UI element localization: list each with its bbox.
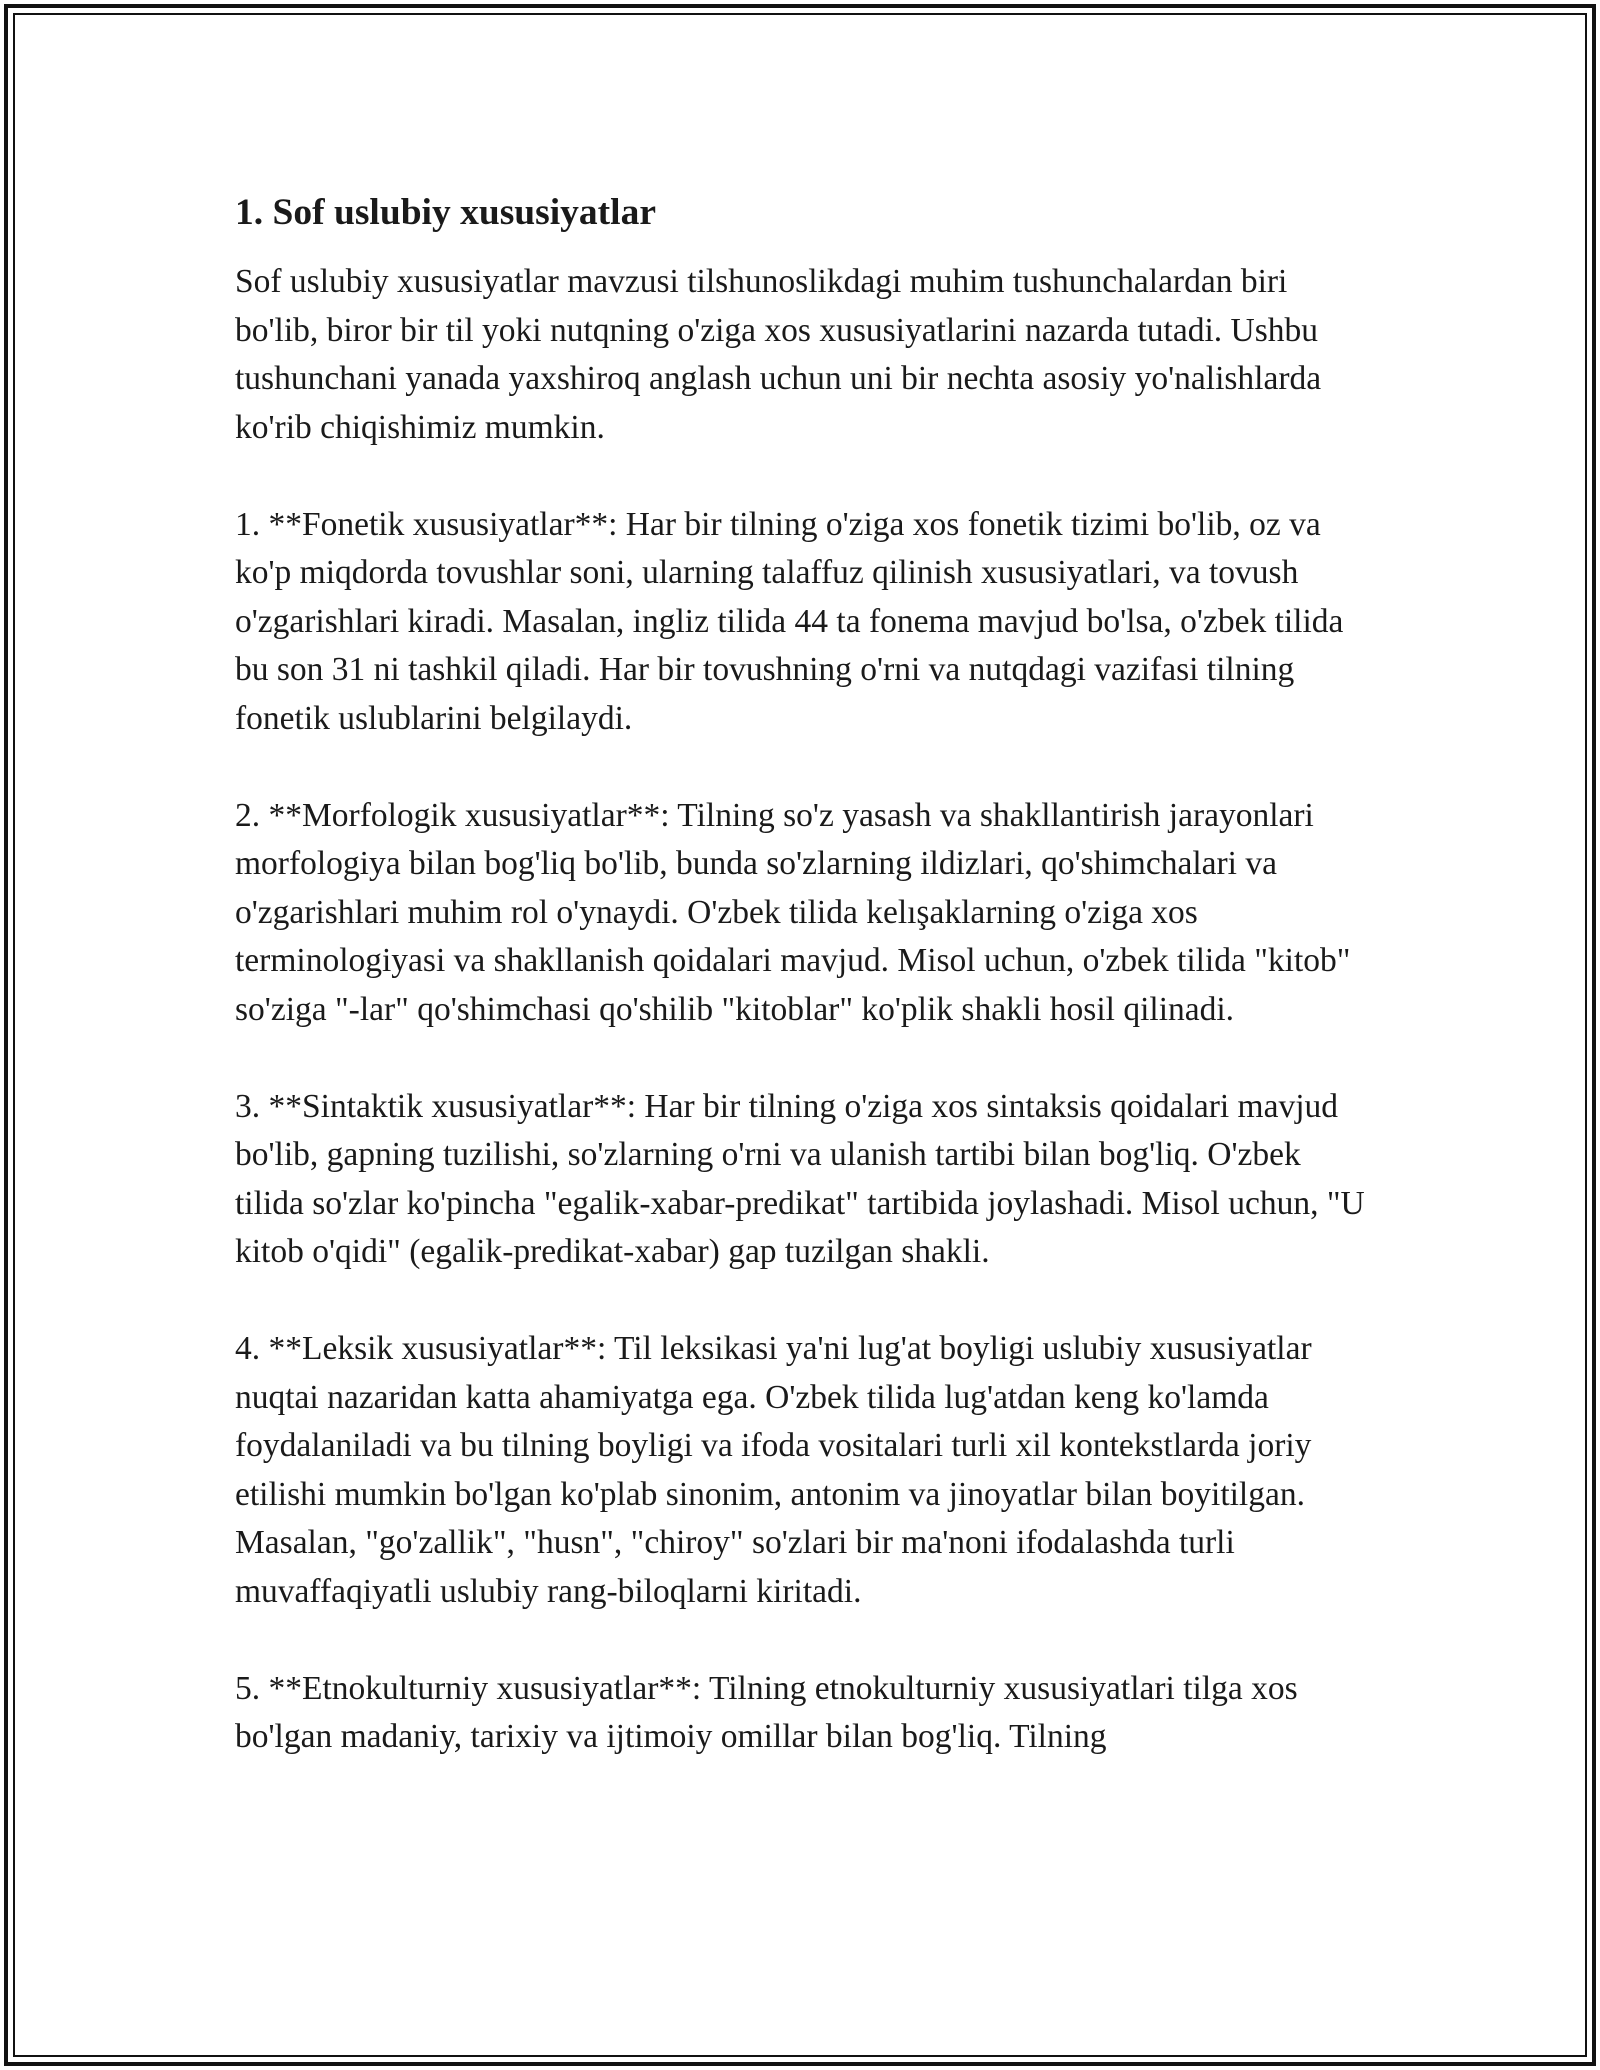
section-heading: 1. Sof uslubiy xususiyatlar: [235, 192, 656, 233]
paragraph-etnokulturniy: 5. **Etnokulturniy xususiyatlar**: Tilning etnokulturniy xususiyatlari tilga xos bo'lgan madaniy, tarixiy va ijtimoiy omillar bilan bog'liq. Tilning: [235, 1669, 1298, 1755]
document-body: [235, 188, 1370, 1762]
intro-paragraph: Sof uslubiy xususiyatlar mavzusi tilshunoslikdagi muhim tushunchalardan biri bo'lib, biror bir til yoki nutqning o'ziga xos xususiyatlarini nazarda tutadi. Ushbu tushunchani yanada yaxshiroq anglash uchun uni bir nechta asosiy yo'nalishlarda ko'rib chiqishimiz mumkin.: [235, 263, 1322, 446]
paragraph-fonetik: 1. **Fonetik xususiyatlar**: Har bir tilning o'ziga xos fonetik tizimi bo'lib, oz va ko'p miqdorda tovushlar soni, ularning talaffuz qilinish xususiyatlari, va tovush o'zgarishlari kiradi. Masalan, ingliz tilida 44 ta fonema mavjud bo'lsa, o'zbek tilida bu son 31 ni tashkil qiladi. Har bir tovushning o'rni va nutqdagi vazifasi tilning fonetik uslublarini belgilaydi.: [235, 505, 1344, 737]
paragraph-morfologik: 2. **Morfologik xususiyatlar**: Tilning so'z yasash va shakllantirish jarayonlari morfologiya bilan bog'liq bo'lib, bunda so'zlarning ildizlari, qo'shimchalari va o'zgarishlari muhim rol o'ynaydi. O'zbek tilida kelışaklarning o'ziga xos terminologiyasi va shakllanish qoidalari mavjud. Misol uchun, o'zbek tilida "kitob" so'ziga "-lar" qo'shimchasi qo'shilib "kitoblar" ko'plik shakli hosil qilinadi.: [235, 796, 1351, 1028]
paragraph-sintaktik: 3. **Sintaktik xususiyatlar**: Har bir tilning o'ziga xos sintaksis qoidalari mavjud bo'lib, gapning tuzilishi, so'zlarning o'rni va ulanish tartibi bilan bog'liq. O'zbek tilida so'zlar ko'pincha "egalik-xabar-predikat" tartibida joylashadi. Misol uchun, "U kitob o'qidi" (egalik-predikat-xabar) gap tuzilgan shakli.: [235, 1087, 1365, 1270]
paragraph-leksik: 4. **Leksik xususiyatlar**: Til leksikasi ya'ni lug'at boyligi uslubiy xususiyatlar nuqtai nazaridan katta ahamiyatga ega. O'zbek tilida lug'atdan keng ko'lamda foydalaniladi va bu tilning boyligi va ifoda vositalari turli xil kontekstlarda joriy etilishi mumkin bo'lgan ko'plab sinonim, antonim va jinoyatlar bilan boyitilgan. Masalan, "go'zallik", "husn", "chiroy" so'zlari bir ma'noni ifodalashda turli muvaffaqiyatli uslubiy rang-biloqlarni kiritadi.: [235, 1330, 1312, 1610]
